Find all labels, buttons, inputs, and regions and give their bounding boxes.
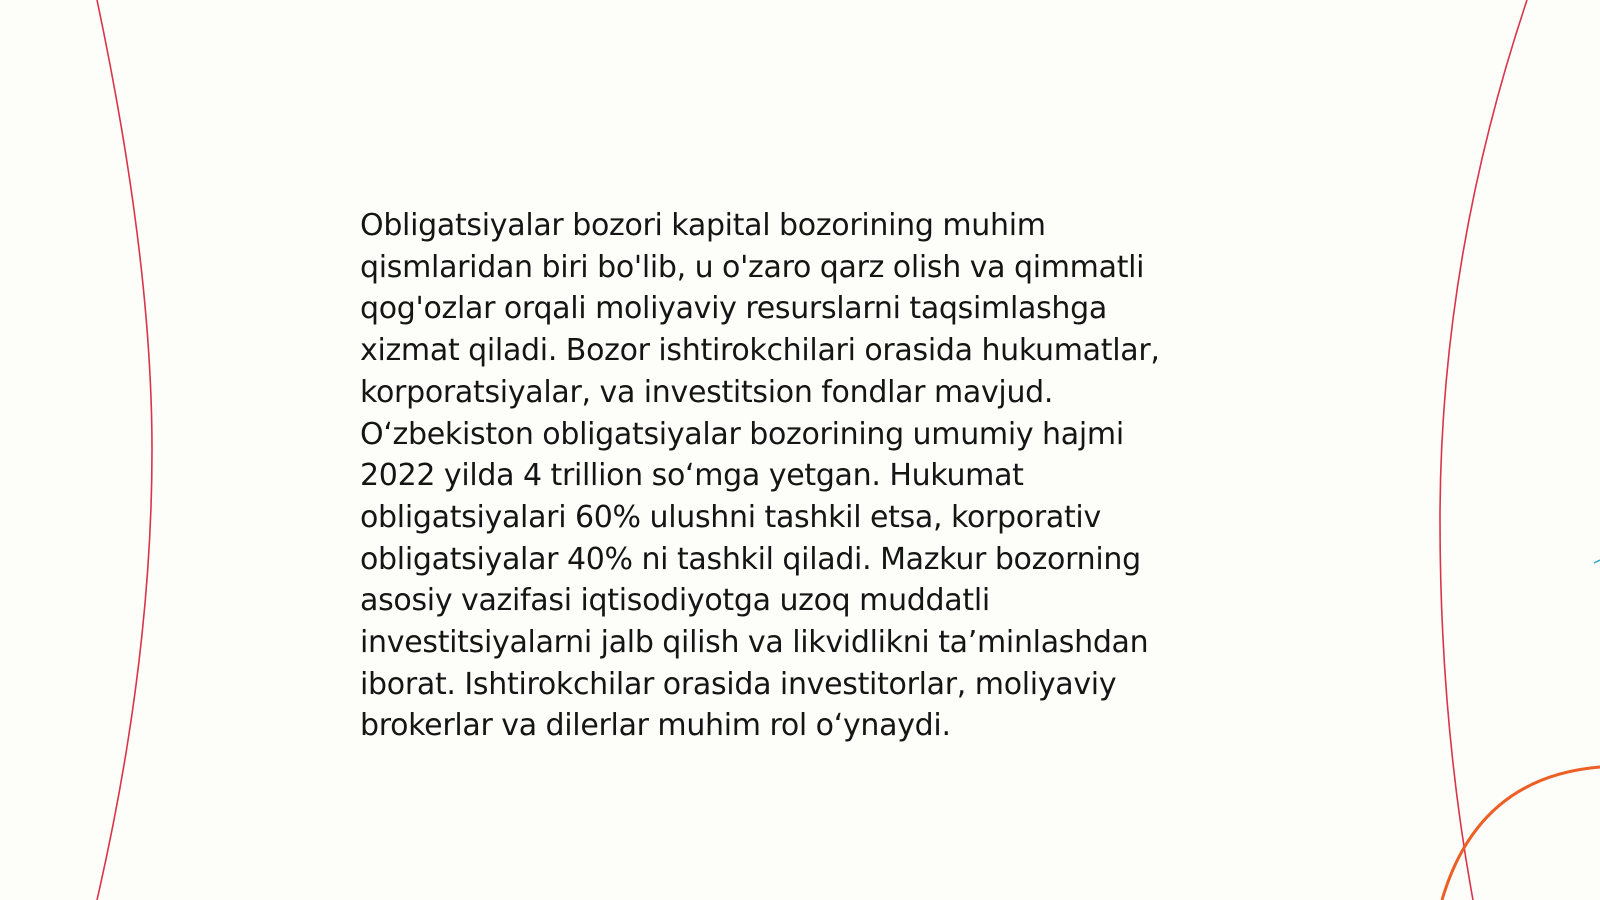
body-paragraph: Obligatsiyalar bozori kapital bozorining muhim qismlaridan biri bo'lib, u o'zaro qarz olish va qimmatli qog'ozlar orqali moliyaviy resurslarni taqsimlashga xizmat qiladi. Bozor ishtirokchilari orasida hukumatlar, korporatsiyalar, va investitsion fondlar mavjud. Oʻzbekiston obligatsiyalar bozorining umumiy hajmi 2022 yilda 4 trillion soʻmga yetgan. Hukumat obligatsiyalari 60% ulushni tashkil etsa, korporativ obligatsiyalar 40% ni tashkil qiladi. Mazkur bozorning asosiy vazifasi iqtisodiyotga uzoq muddatli investitsiyalarni jalb qilish va likvidlikni taʼminlashdan iborat. Ishtirokchilar orasida investitorlar, moliyaviy brokerlar va dilerlar muhim rol oʻynaydi. (360, 208, 1160, 744)
right-arc (1440, 0, 1527, 900)
left-arc (97, 0, 152, 900)
corner-arc (1442, 767, 1600, 900)
edge-mark (1594, 560, 1600, 563)
